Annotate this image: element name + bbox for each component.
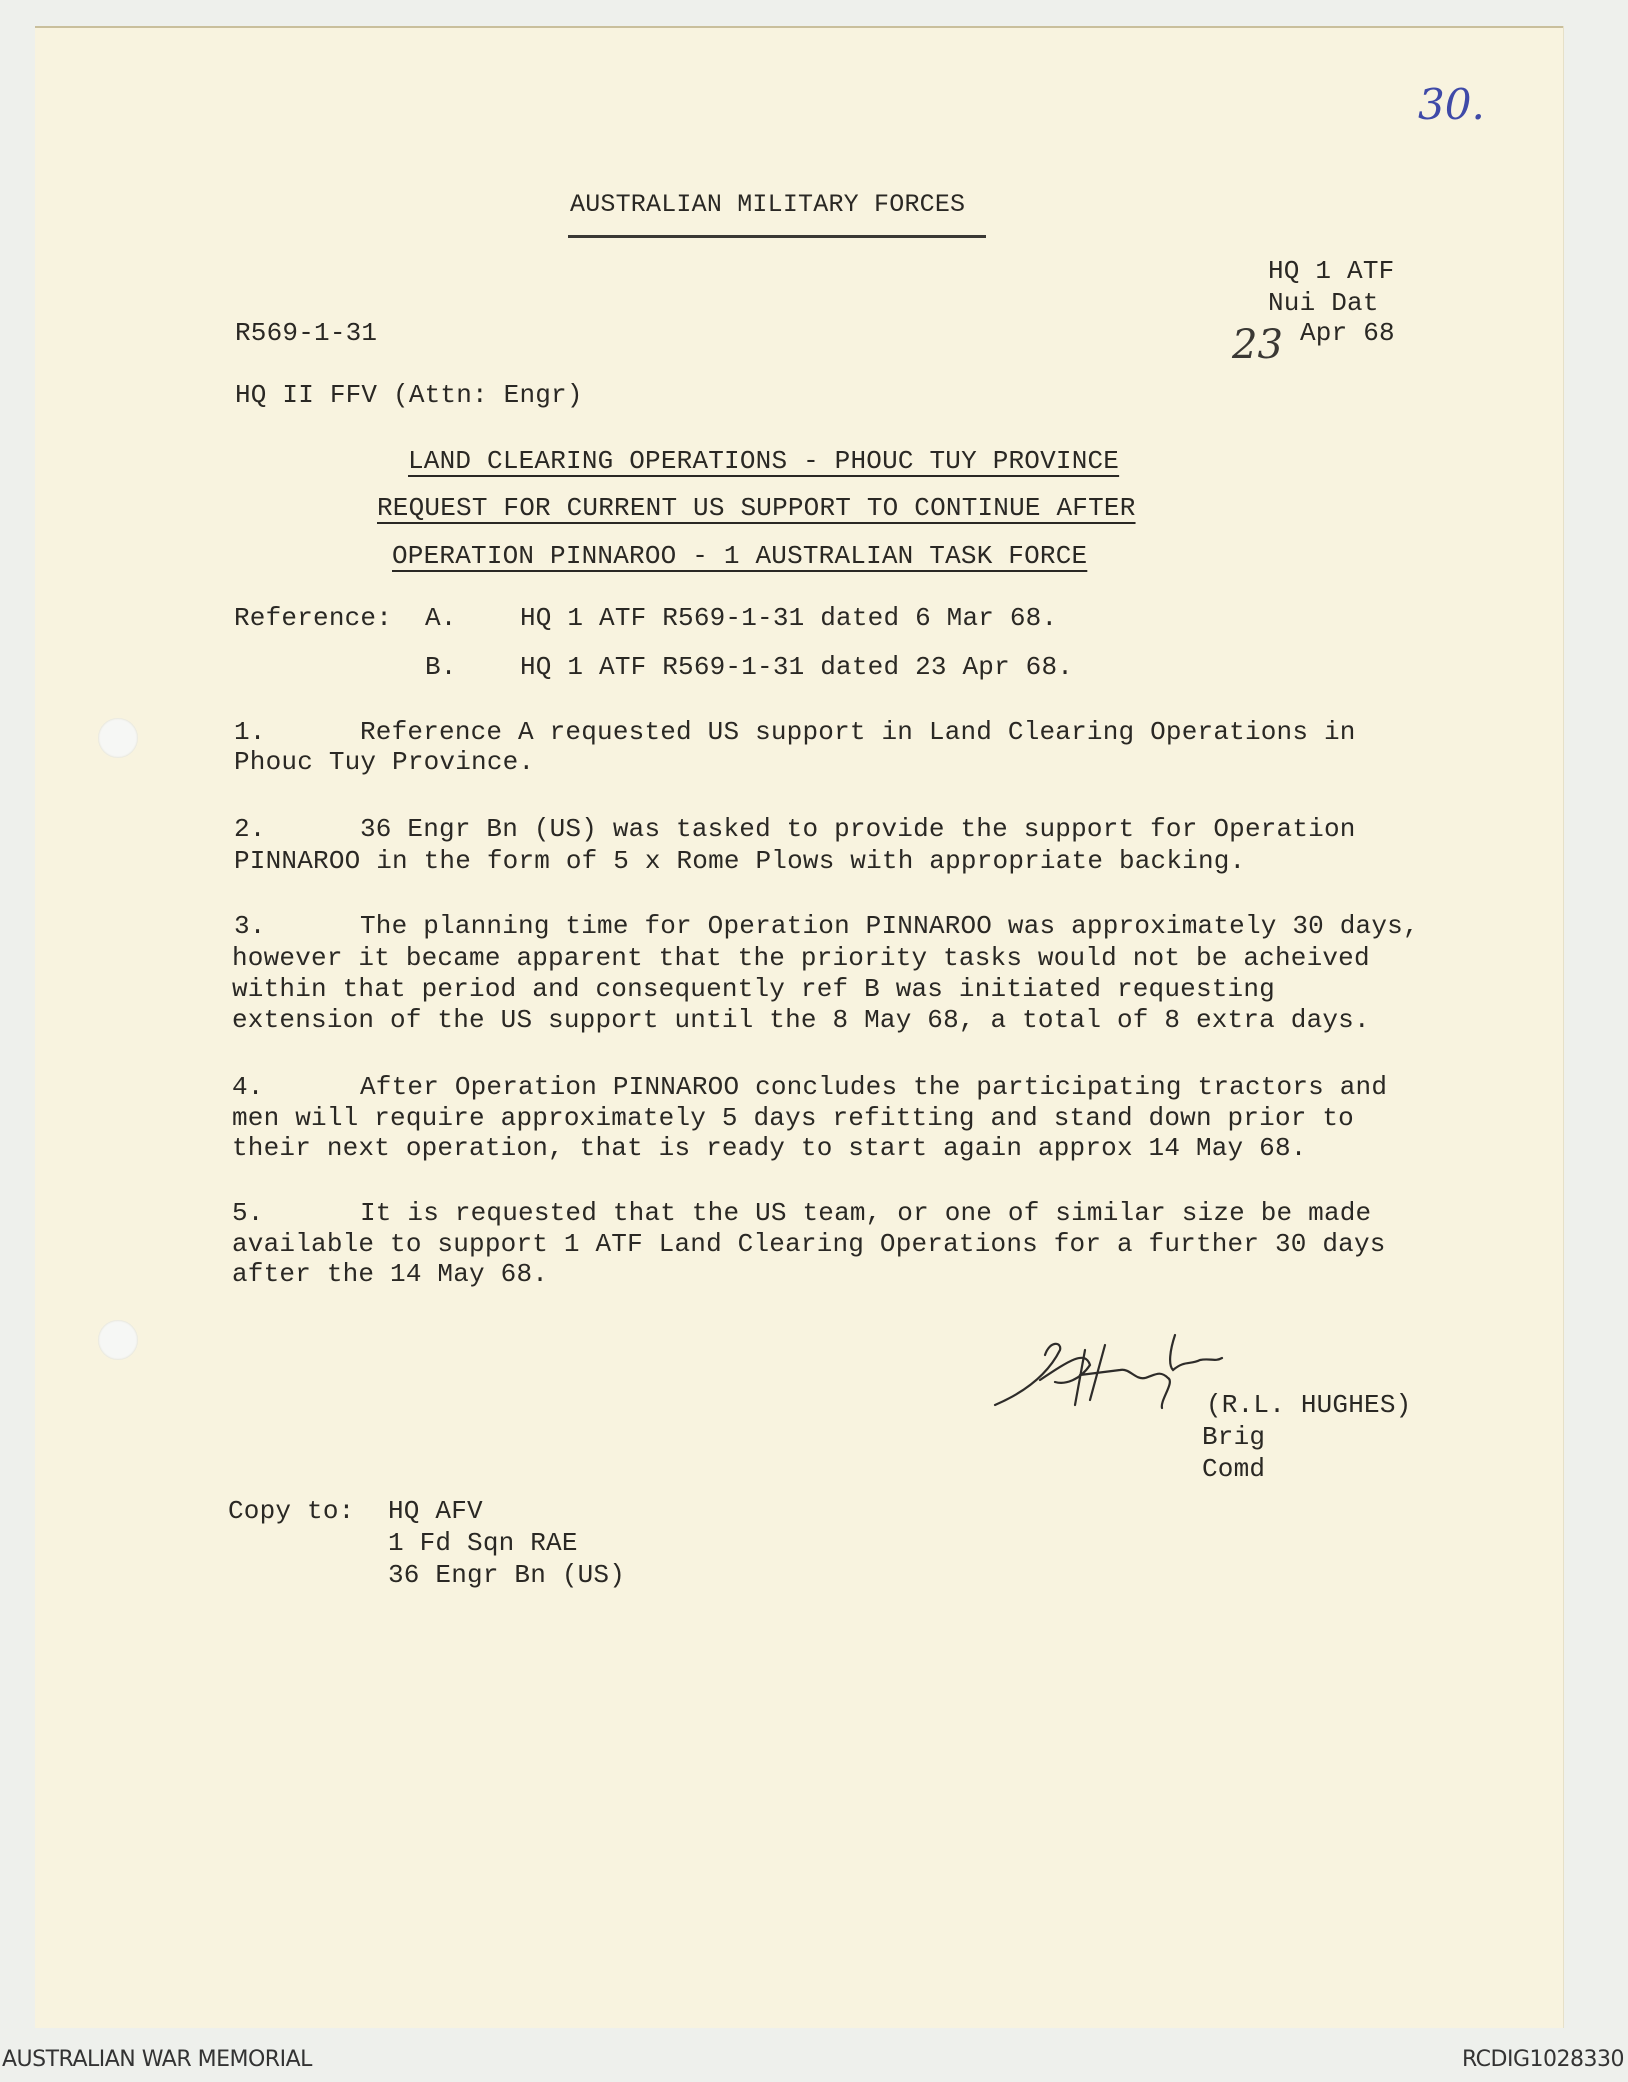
paragraph-line: It is requested that the US team, or one of similar size be made xyxy=(360,1198,1372,1228)
paragraph-line: available to support 1 ATF Land Clearing Operations for a further 30 days xyxy=(232,1229,1386,1259)
copy-to-label: Copy to: xyxy=(228,1496,355,1526)
copy-to-recipient: 1 Fd Sqn RAE xyxy=(388,1528,578,1558)
paragraph-number: 1. xyxy=(234,717,266,747)
reference-letter: A. xyxy=(425,603,457,633)
paragraph-line: men will require approximately 5 days refitting and stand down prior to xyxy=(232,1103,1354,1133)
file-reference: R569-1-31 xyxy=(235,318,378,348)
archive-id: RCDIG1028330 xyxy=(1461,2047,1624,2072)
paragraph-line: however it became apparent that the priority tasks would not be acheived xyxy=(232,943,1370,973)
paragraph-number: 3. xyxy=(234,911,266,941)
reference-text: HQ 1 ATF R569-1-31 dated 23 Apr 68. xyxy=(520,652,1074,682)
paragraph-line: within that period and consequently ref B was initiated requesting xyxy=(232,974,1275,1004)
reference-letter: B. xyxy=(425,652,457,682)
paragraph-number: 4. xyxy=(232,1072,264,1102)
signatory-appointment: Comd xyxy=(1202,1454,1266,1484)
folio-number: 30. xyxy=(1418,80,1485,129)
signatory-rank: Brig xyxy=(1202,1422,1266,1452)
subject-line: REQUEST FOR CURRENT US SUPPORT TO CONTINUE AFTER xyxy=(377,493,1136,523)
paragraph-line: After Operation PINNAROO concludes the participating tractors and xyxy=(360,1072,1388,1102)
date-typed: Apr 68 xyxy=(1300,318,1395,348)
copy-to-recipient: 36 Engr Bn (US) xyxy=(388,1560,626,1590)
addressee: HQ II FFV (Attn: Engr) xyxy=(235,380,583,410)
paragraph-line: The planning time for Operation PINNAROO was approximately 30 days, xyxy=(360,911,1419,941)
punch-hole xyxy=(98,1320,138,1360)
punch-hole xyxy=(98,718,138,758)
paragraph-line: Phouc Tuy Province. xyxy=(234,747,535,777)
copy-to-recipient: HQ AFV xyxy=(388,1496,483,1526)
paragraph-line: 36 Engr Bn (US) was tasked to provide the support for Operation xyxy=(360,814,1356,844)
paragraph-number: 2. xyxy=(234,814,266,844)
handwritten-date-day: 23 xyxy=(1232,322,1283,368)
paragraph-line: Reference A requested US support in Land Clearing Operations in xyxy=(360,717,1356,747)
letterhead-rule xyxy=(568,235,986,238)
subject-line: LAND CLEARING OPERATIONS - PHOUC TUY PROVINCE xyxy=(408,446,1120,476)
subject-line: OPERATION PINNAROO - 1 AUSTRALIAN TASK FORCE xyxy=(392,541,1088,571)
paragraph-line: their next operation, that is ready to start again approx 14 May 68. xyxy=(232,1133,1307,1163)
references-label: Reference: xyxy=(234,603,393,633)
sender-line: Nui Dat xyxy=(1268,288,1379,318)
paragraph-line: after the 14 May 68. xyxy=(232,1259,549,1289)
reference-text: HQ 1 ATF R569-1-31 dated 6 Mar 68. xyxy=(520,603,1058,633)
paragraph-number: 5. xyxy=(232,1198,264,1228)
letterhead: AUSTRALIAN MILITARY FORCES xyxy=(570,190,966,219)
paragraph-line: PINNAROO in the form of 5 x Rome Plows with appropriate backing. xyxy=(234,846,1246,876)
paragraph-line: extension of the US support until the 8 May 68, a total of 8 extra days. xyxy=(232,1005,1370,1035)
archive-credit: AUSTRALIAN WAR MEMORIAL xyxy=(2,2047,312,2072)
sender-line: HQ 1 ATF xyxy=(1268,256,1395,286)
signatory-name: (R.L. HUGHES) xyxy=(1206,1390,1412,1420)
